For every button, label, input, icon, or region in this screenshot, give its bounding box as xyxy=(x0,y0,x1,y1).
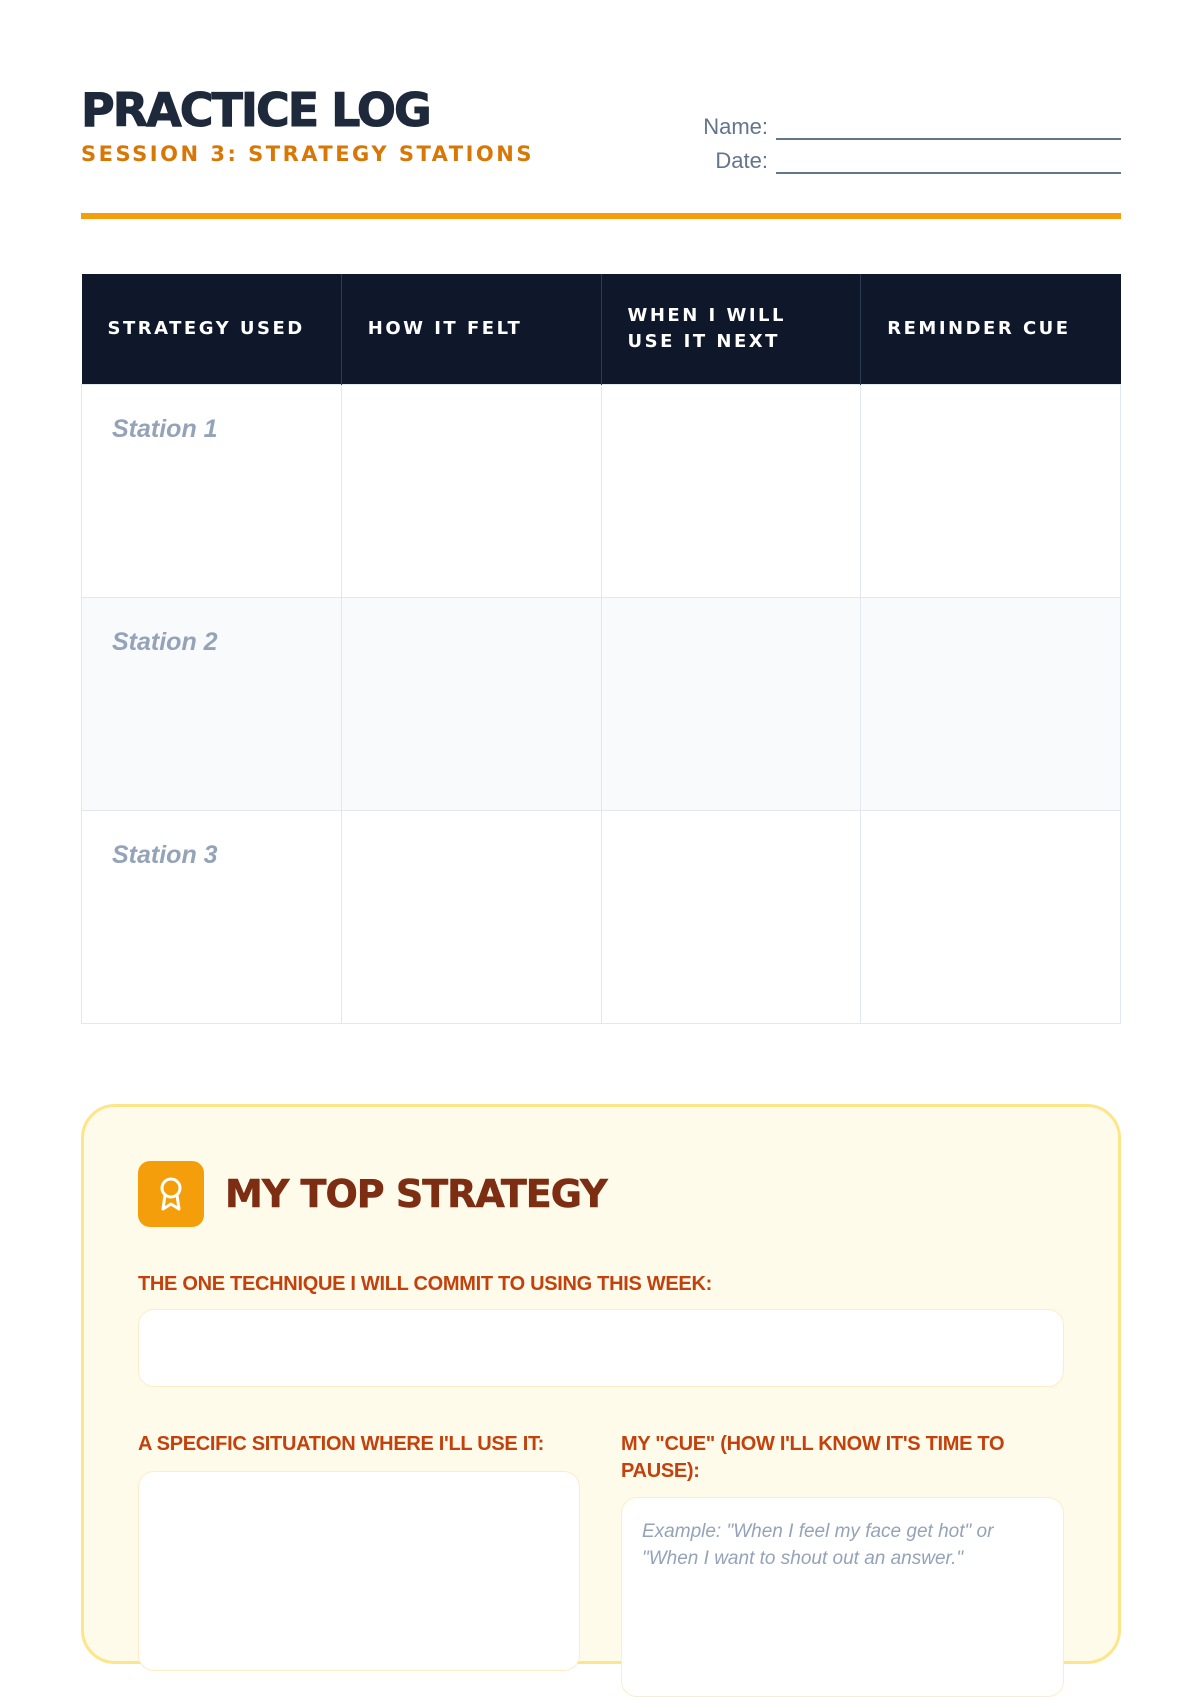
cue-label: MY "CUE" (HOW I'LL KNOW IT'S TIME TO PAUSE): xyxy=(621,1433,1005,1482)
station-label: Station 3 xyxy=(112,841,218,869)
technique-input[interactable] xyxy=(138,1309,1064,1387)
date-field-row xyxy=(691,140,1121,174)
situation-label: A SPECIFIC SITUATION WHERE I'LL USE IT: xyxy=(138,1433,545,1455)
table-row xyxy=(82,811,1121,1024)
when-next-cell[interactable] xyxy=(601,598,861,811)
top-strategy-header xyxy=(138,1161,607,1227)
cue-example-placeholder: Example: "When I feel my face get hot" or "When I want to shout out an answer." xyxy=(642,1521,994,1569)
page-subtitle: SESSION 3: STRATEGY STATIONS xyxy=(81,142,534,166)
page-header xyxy=(81,84,1121,184)
student-fields xyxy=(691,106,1121,174)
top-strategy-title: MY TOP STRATEGY xyxy=(225,1172,607,1216)
name-label: Name: xyxy=(703,114,768,139)
header-divider xyxy=(81,213,1121,219)
column-header-reminder-cue: REMINDER CUE xyxy=(861,274,1121,385)
reminder-cue-cell[interactable] xyxy=(861,598,1121,811)
situation-input[interactable] xyxy=(138,1471,580,1671)
table-header-row xyxy=(82,274,1121,385)
date-label: Date: xyxy=(715,148,768,173)
station-label: Station 2 xyxy=(112,628,218,656)
award-ribbon-icon xyxy=(138,1161,204,1227)
how-it-felt-cell[interactable] xyxy=(341,811,601,1024)
column-header-when-next: WHEN I WILL USE IT NEXT xyxy=(601,274,861,385)
station-cell[interactable] xyxy=(82,598,342,811)
table-row xyxy=(82,385,1121,598)
name-field-row xyxy=(691,106,1121,140)
top-strategy-card xyxy=(81,1104,1121,1664)
page-title: PRACTICE LOG xyxy=(81,83,430,137)
name-field[interactable] xyxy=(776,114,1121,140)
how-it-felt-cell[interactable] xyxy=(341,598,601,811)
cue-input[interactable] xyxy=(621,1497,1064,1697)
column-header-strategy-used: STRATEGY USED xyxy=(82,274,342,385)
technique-label: THE ONE TECHNIQUE I WILL COMMIT TO USING THIS WEEK: xyxy=(138,1273,712,1295)
when-next-cell[interactable] xyxy=(601,811,861,1024)
station-cell[interactable] xyxy=(82,811,342,1024)
station-label: Station 1 xyxy=(112,415,218,443)
practice-log-table xyxy=(81,274,1121,1024)
station-cell[interactable] xyxy=(82,385,342,598)
date-field[interactable] xyxy=(776,148,1121,174)
reminder-cue-cell[interactable] xyxy=(861,811,1121,1024)
when-next-cell[interactable] xyxy=(601,385,861,598)
column-header-how-it-felt: HOW IT FELT xyxy=(341,274,601,385)
table-row xyxy=(82,598,1121,811)
how-it-felt-cell[interactable] xyxy=(341,385,601,598)
reminder-cue-cell[interactable] xyxy=(861,385,1121,598)
